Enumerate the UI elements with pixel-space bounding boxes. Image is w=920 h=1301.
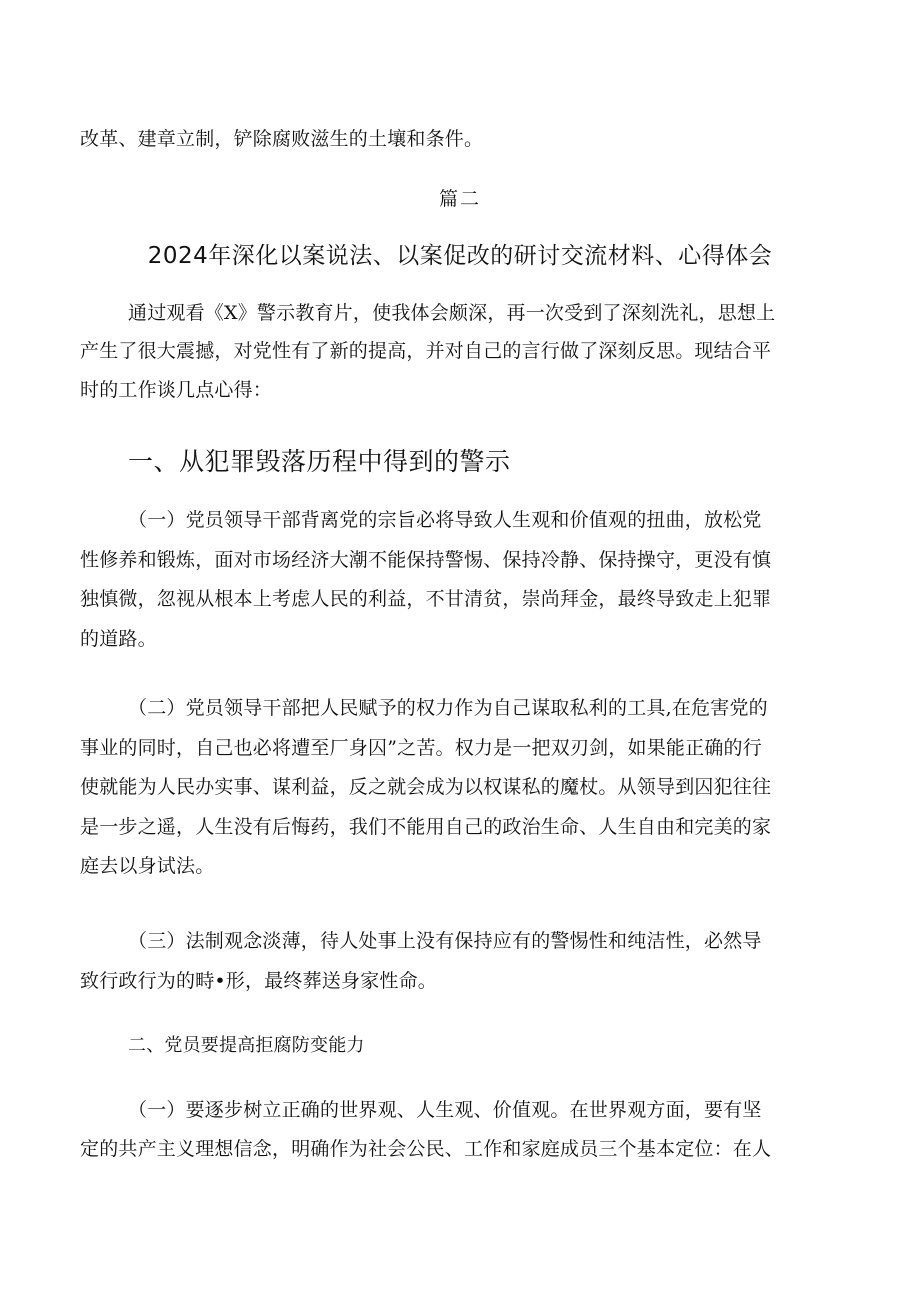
continuation-line: 改革、建章立制，铲除腐败滋生的土壤和条件。 bbox=[80, 128, 484, 150]
paragraph-line: 产生了很大震撼，对党性有了新的提高，并对自己的言行做了深刻反思。现结合平 bbox=[80, 340, 772, 362]
paragraph-line: 致行政行为的畤•形，最终葬送身家性命。 bbox=[80, 970, 438, 992]
paragraph-line: 通过观看《X》警示教育片，使我体会颇深，再一次受到了深刻洗礼，思想上 bbox=[128, 302, 776, 324]
section-heading-2: 二、党员要提高拒腐防变能力 bbox=[128, 1035, 365, 1056]
paragraph-line: 时的工作谈几点心得： bbox=[80, 379, 273, 401]
paragraph-line: （三）法制观念淡薄，待人处事上没有保持应有的警惕性和纯洁性，必然导 bbox=[128, 930, 762, 952]
section-heading-1: 一、从犯罪毁落历程中得到的警示 bbox=[128, 447, 511, 476]
paragraph-line: （一）要逐步树立正确的世界观、人生观、价值观。在世界观方面，要有坚 bbox=[128, 1099, 762, 1121]
document-title: 2024年深化以案说法、以案促改的研讨交流材料、心得体会 bbox=[147, 243, 773, 269]
paragraph-line: （一）党员领导干部背离党的宗旨必将导致人生观和价值观的扭曲，放松党 bbox=[128, 509, 762, 531]
paragraph-line: 独慎微，忽视从根本上考虑人民的利益，不甘清贫，崇尚拜金，最终导致走上犯罪 bbox=[80, 588, 772, 610]
paragraph-line: 定的共产主义理想信念，明确作为社会公民、工作和家庭成员三个基本定位：在人 bbox=[80, 1138, 772, 1160]
paragraph-line: 性修养和锻炼，面对市场经济大潮不能保持警惕、保持冷静、保持操守，更没有慎 bbox=[80, 549, 772, 571]
paragraph-line: 是一步之遥，人生没有后悔药，我们不能用自己的政治生命、人生自由和完美的家 bbox=[80, 816, 772, 838]
part-label: 篇二 bbox=[438, 188, 481, 210]
paragraph-line: 庭去以身试法。 bbox=[80, 855, 215, 877]
paragraph-line: 使就能为人民办实事、谋利益，反之就会成为以权谋私的魔杖。从领导到囚犯往往 bbox=[80, 776, 772, 798]
paragraph-line: 的道路。 bbox=[80, 628, 157, 650]
paragraph-line: （二）党员领导干部把人民赋予的权力作为自己谋取私利的工具,在危害党的 bbox=[128, 697, 768, 719]
paragraph-line: 事业的同时，自己也必将遭至厂身囚”之苦。权力是一把双刃剑，如果能正确的行 bbox=[80, 737, 762, 759]
